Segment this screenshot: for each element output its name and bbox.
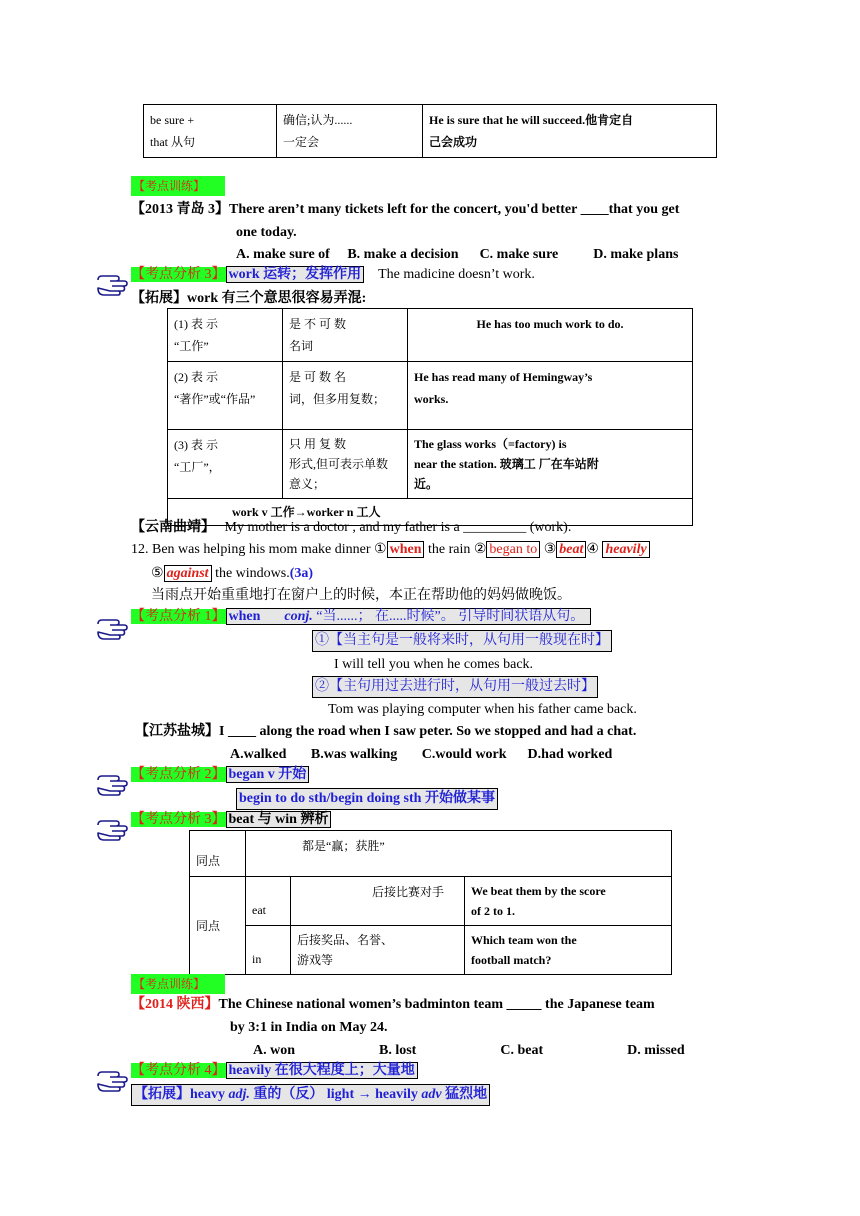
table-cell: 同点 (190, 831, 246, 877)
question-text-cont: by 3:1 in India on May 24. (230, 1020, 388, 1035)
analysis-example: The madicine doesn’t work. (378, 267, 535, 282)
table-cell: 是 可 数 名 词，但多用复数； (283, 362, 408, 430)
table-cell: eat (246, 877, 291, 926)
rule-2: ②【主句用过去进行时，从句用一般过去时】 (312, 676, 598, 698)
analysis-line (131, 765, 309, 785)
table-work (167, 308, 693, 526)
sentence-part: the windows. (211, 566, 290, 581)
analysis-line (131, 1061, 418, 1081)
table-cell: 后接奖品、名誉、 游戏等 (291, 926, 465, 975)
table-beat-win (189, 830, 672, 975)
keyword-against: against (164, 565, 212, 582)
analysis-line (131, 607, 591, 627)
hand-pointer-icon (96, 815, 130, 841)
table-cell: 是 不 可 数 名词 (283, 309, 408, 362)
training-tag: 【考点训练】 (131, 176, 225, 196)
table-cell: (2) 表 示 “著作”或“作品” (168, 362, 283, 430)
question-text: I ____ along the road when I saw peter. So we stopped and had a chat. (219, 724, 637, 739)
hand-pointer-icon (96, 614, 130, 640)
question-line (131, 995, 655, 1015)
analysis-pos: conj. (284, 609, 313, 624)
analysis-tag: 【考点分析 4】 (131, 1063, 226, 1078)
training-tag: 【考点训练】 (131, 974, 225, 994)
extension-pos: adv (421, 1087, 442, 1102)
example-sentence-cont (151, 564, 313, 584)
analysis-word: when (228, 609, 261, 624)
rule-1: ①【当主句是一般将来时，从句用一般现在时】 (312, 630, 612, 652)
table-cell: 同点 (190, 877, 246, 975)
table-cell: 只 用 复 数 形式,但可表示单数 意义； (283, 430, 408, 499)
extension-pos: adj. (228, 1087, 250, 1102)
hand-pointer-icon (96, 270, 130, 296)
rule-2-example: Tom was playing computer when his father came back. (328, 702, 637, 717)
analysis-head: work 运转；发挥作用 (226, 266, 365, 283)
question-options: A. make sure of B. make a decision C. make sure D. make plans (236, 247, 679, 262)
table-cell: (1) 表 示 “工作” (168, 309, 283, 362)
hand-pointer-icon (96, 770, 130, 796)
sentence-part: ④ (586, 542, 603, 557)
question-line (135, 722, 636, 742)
question-source: 【2014 陕西】 (131, 997, 219, 1012)
question-options: A. won B. lost C. beat D. missed (253, 1043, 685, 1058)
question-source: 【2013 青岛 3】 (131, 202, 229, 217)
table-cell: be sure + that 从句 (144, 105, 277, 158)
table-cell: 确信;认为...... 一定会 (277, 105, 423, 158)
analysis-tag: 【考点分析 2】 (131, 767, 226, 782)
example-sentence (131, 540, 650, 560)
analysis-tag: 【考点分析 3】 (131, 812, 226, 827)
table-sure (143, 104, 717, 158)
table-cell: 后接比赛对手 (291, 877, 465, 926)
extension-part: 猛烈地 (441, 1087, 488, 1102)
sentence-part: 12. Ben was helping his mom make dinner ① (131, 542, 387, 557)
table-cell: We beat them by the score of 2 to 1. (465, 877, 672, 926)
analysis-line (131, 265, 535, 285)
table-cell: (3) 表 示 “工厂”， (168, 430, 283, 499)
question-source: 【江苏盐城】 (135, 724, 219, 739)
exercise-source: 【云南曲靖】 (131, 520, 215, 535)
sentence-part: ③ (540, 542, 557, 557)
question-text: The Chinese national women’s badminton team _____ the Japanese team (218, 997, 655, 1012)
analysis-def: “当......； 在.....时候”。 引导时间状语从句。 (312, 609, 585, 624)
exercise-text: My mother is a doctor , and my father is a _________ (work). (224, 520, 572, 535)
analysis-line (131, 810, 331, 830)
table-cell: Which team won the football match? (465, 926, 672, 975)
keyword-heavily: heavily (602, 541, 649, 558)
table-cell: work v 工作→worker n 工人 (168, 499, 693, 526)
table-cell: 都是“赢；获胜” (246, 831, 672, 877)
question-options: A.walked B.was walking C.would work D.had worked (230, 747, 613, 762)
keyword-when: when (387, 541, 425, 558)
analysis-head: beat 与 win 辨析 (226, 811, 332, 828)
hand-pointer-icon (96, 1066, 130, 1092)
analysis-tag: 【考点分析 1】 (131, 609, 226, 624)
analysis-head: heavily 在很大程度上；大量地 (226, 1062, 418, 1079)
table-cell: The glass works（=factory) is near the station. 玻璃工 厂在车站附 近。 (408, 430, 693, 499)
rule-1-example: I will tell you when he comes back. (334, 657, 534, 672)
analysis-sub: begin to do sth/begin doing sth 开始做某事 (236, 788, 498, 810)
table-cell: He has read many of Hemingway’s works. (408, 362, 693, 430)
sentence-ref: (3a) (289, 566, 314, 581)
table-cell: in (246, 926, 291, 975)
keyword-beat: beat (556, 541, 586, 558)
exercise-line (131, 518, 571, 538)
question-line (131, 200, 679, 220)
sentence-translation: 当雨点开始重重地打在窗户上的时候，本正在帮助他的妈妈做晚饭。 (151, 588, 571, 603)
sentence-part: the rain ② (424, 542, 487, 557)
question-text: There aren’t many tickets left for the concert, you'd better ____that you get (229, 202, 680, 217)
extension-part: 【拓展】heavy (134, 1087, 229, 1102)
question-text-cont: one today. (236, 225, 297, 240)
extension-line: 【拓展】work 有三个意思很容易弄混: (131, 291, 367, 306)
table-cell: He has too much work to do. (408, 309, 693, 362)
sentence-part: ⑤ (151, 566, 164, 581)
keyword-began-to: began to (486, 541, 540, 558)
extension-part: 重的（反） light → heavily (249, 1087, 422, 1102)
analysis-tag: 【考点分析 3】 (131, 267, 226, 282)
table-cell: He is sure that he will succeed.他肯定自 己会成功 (423, 105, 717, 158)
analysis-head: began v 开始 (226, 766, 310, 783)
extension-heavy (131, 1084, 490, 1106)
